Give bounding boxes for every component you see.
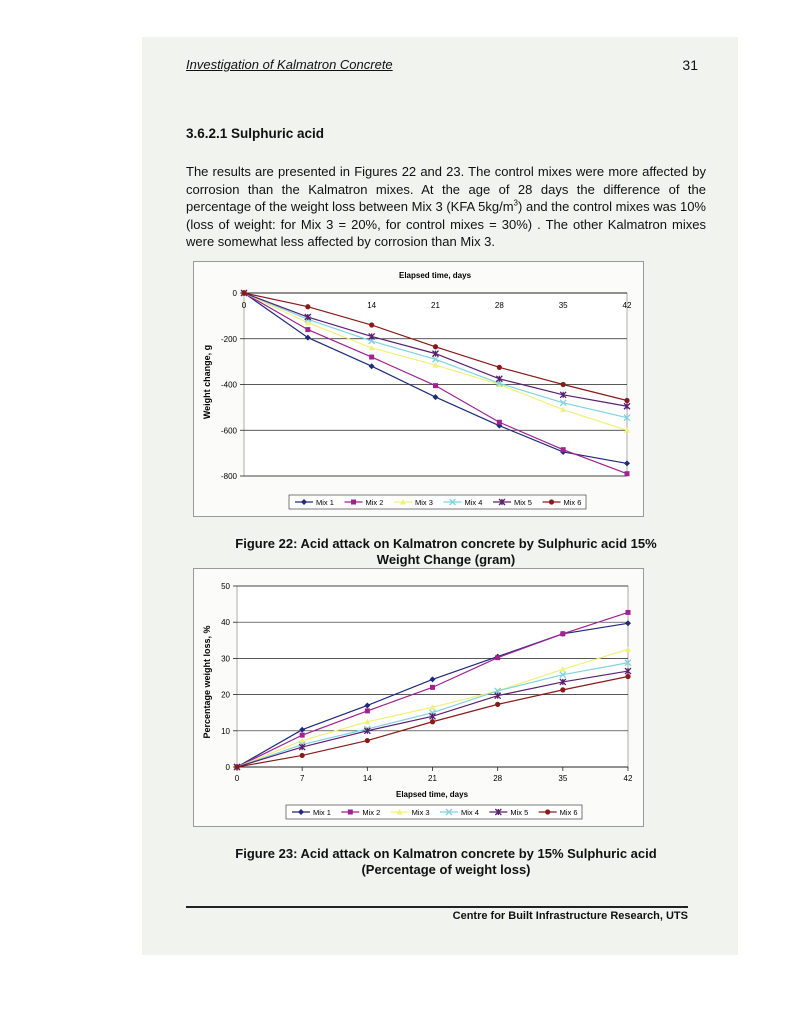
chart1-data-point [497,420,502,425]
chart2-x-axis-title: Elapsed time, days [395,790,469,799]
page-footer: Centre for Built Infrastructure Research, UTS [452,910,688,922]
chart1-data-point [305,327,310,332]
chart2-data-point [430,719,435,724]
chart2-y-tick-label: 20 [221,690,230,700]
chart1-legend-label: Mix 6 [563,498,582,507]
chart1-data-point [241,290,246,295]
chart2-y-tick-label: 50 [221,582,230,591]
chart2-data-point [495,655,500,660]
chart2-data-point [560,687,565,692]
figure-23-caption-line-2: (Percentage of weight loss) [361,862,531,877]
chart1-x-tick-label: 14 [367,301,377,310]
chart1-data-point [369,322,374,327]
chart2-x-tick-label: 42 [623,774,633,783]
figure-22-chart [193,261,644,517]
chart2-data-point [365,708,370,713]
chart1-legend-marker [549,499,554,504]
paragraph-superscript: 3 [513,198,518,208]
chart2-y-tick-label: 10 [221,726,230,736]
figure-23-caption [186,846,706,878]
figure-23-svg [194,569,643,826]
chart1-x-axis-title: Elapsed time, days [398,271,472,280]
page-header [186,57,706,77]
chart2-data-point [560,631,565,636]
chart2-x-tick-label: 7 [299,774,305,783]
chart1-data-point [624,398,629,403]
chart2-legend-marker [545,809,550,814]
chart1-y-axis-title: Weight change, g [202,344,212,420]
chart2-x-tick-label: 0 [234,774,240,783]
chart2-x-tick-label: 21 [428,774,437,783]
chart1-x-tick-label: 28 [494,301,504,310]
chart1-x-tick-label: 35 [558,301,568,310]
chart1-legend-label: Mix 5 [514,498,532,507]
footer-rule [186,906,688,908]
chart1-x-tick-label: 21 [431,301,440,310]
figure-22-caption-line-1: Figure 22: Acid attack on Kalmatron concrete by Sulphuric acid 15% [235,536,657,551]
header-title: Investigation of Kalmatron Concrete [186,57,393,72]
chart2-y-tick-label: 40 [221,618,230,628]
chart2-legend-label: Mix 6 [559,808,578,817]
paragraph-part-1: The results are presented in Figures 22 and 23. The control mixes were more affected by corrosion than the Kalmatron mixes. At the age of 28 days the difference of the percentage of the weight loss between Mix 3 (KFA 5kg/m [186,164,706,214]
chart2-data-point [234,764,239,769]
figure-22-svg [194,262,643,516]
chart2-data-point [300,733,305,738]
section-title: 3.6.2.1 Sulphuric acid [186,126,325,141]
chart2-data-point [495,702,500,707]
chart2-data-point [430,685,435,690]
chart2-legend-label: Mix 3 [411,808,430,817]
chart2-data-point [365,738,370,743]
chart1-legend-marker [351,500,356,505]
chart1-y-tick-label: -400 [220,380,237,390]
chart1-data-point [369,355,374,360]
chart2-legend-marker [348,810,353,815]
chart2-y-tick-label: 0 [225,763,230,772]
chart2-x-tick-label: 14 [362,774,372,783]
chart2-x-tick-label: 35 [558,774,568,783]
chart2-x-tick-label: 28 [493,774,503,783]
paragraph-part-2: ) and the control mixes was 10% (loss of weight: for Mix 3 = 20%, for control mixes = 30%) . The other Kalmatron mixes were somewhat less affected by corrosion than Mix 3. [186,199,706,249]
chart1-data-point [497,365,502,370]
chart1-data-point [561,382,566,387]
chart2-y-tick-label: 30 [221,654,230,664]
figure-22-caption [186,536,706,568]
body-paragraph [186,163,706,251]
chart1-data-point [433,383,438,388]
chart1-legend-label: Mix 1 [316,498,334,507]
chart1-data-point [433,344,438,349]
figure-23-caption-line-1: Figure 23: Acid attack on Kalmatron concrete by 15% Sulphuric acid [235,846,657,861]
chart2-data-point [625,674,630,679]
chart1-legend [289,495,586,509]
chart1-y-tick-label: -800 [220,472,237,481]
figure-23-chart [193,568,644,827]
chart2-y-axis-title: Percentage weight loss, % [202,625,212,739]
chart1-x-tick-label: 42 [622,301,632,310]
chart1-data-point [305,304,310,309]
chart2-legend-label: Mix 5 [510,808,529,817]
chart1-data-point [625,471,630,476]
figure-22-caption-line-2: Weight Change (gram) [376,552,516,567]
chart2-legend [286,805,582,819]
chart1-y-tick-label: -600 [220,426,237,436]
chart2-legend-label: Mix 4 [461,808,479,817]
chart2-data-point [626,610,631,615]
page-number: 31 [682,57,698,73]
chart1-y-tick-label: -200 [220,334,237,344]
chart1-y-tick-label: 0 [232,289,237,298]
chart2-legend-label: Mix 1 [313,808,331,817]
chart1-legend-label: Mix 3 [415,498,433,507]
chart2-legend-label: Mix 2 [362,808,381,817]
chart1-legend-label: Mix 4 [464,498,483,507]
chart1-x-tick-label: 0 [241,301,247,310]
chart1-legend-label: Mix 2 [365,498,384,507]
chart2-data-point [300,753,305,758]
chart1-data-point [561,447,566,452]
